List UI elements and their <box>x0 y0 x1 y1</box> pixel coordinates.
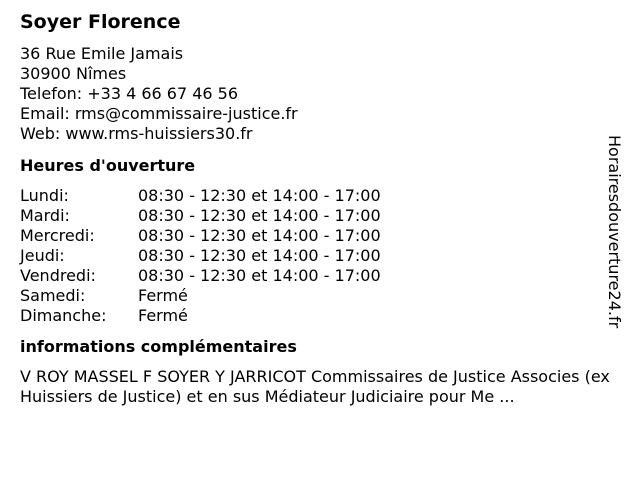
site-watermark: Horairesdouverture24.fr <box>605 135 624 329</box>
day-hours: Fermé <box>138 286 188 305</box>
hours-heading: Heures d'ouverture <box>20 156 196 175</box>
hours-row-wednesday <box>20 226 625 246</box>
city-line: 30900 Nîmes <box>20 64 127 83</box>
info-text: V ROY MASSEL F SOYER Y JARRICOT Commissaires de Justice Associes (ex Huissiers de Justice) et en sus Médiateur Judiciaire pour Me ... <box>20 367 610 406</box>
street-line: 36 Rue Emile Jamais <box>20 44 184 63</box>
hours-row-tuesday <box>20 206 625 226</box>
hours-row-thursday <box>20 246 625 266</box>
day-label: Jeudi: <box>20 246 65 265</box>
day-hours: Fermé <box>138 306 188 325</box>
phone-line[interactable]: Telefon: +33 4 66 67 46 56 <box>20 84 239 103</box>
web-line[interactable]: Web: www.rms-huissiers30.fr <box>20 124 253 143</box>
hours-table <box>20 186 625 326</box>
day-label: Samedi: <box>20 286 86 305</box>
day-label: Dimanche: <box>20 306 107 325</box>
day-hours: 08:30 - 12:30 et 14:00 - 17:00 <box>138 226 381 245</box>
business-card <box>20 10 625 407</box>
hours-row-friday <box>20 266 625 286</box>
hours-row-sunday <box>20 306 625 326</box>
hours-row-saturday <box>20 286 625 306</box>
hours-row-monday <box>20 186 625 206</box>
day-label: Mardi: <box>20 206 70 225</box>
info-heading: informations complémentaires <box>20 337 297 356</box>
day-hours: 08:30 - 12:30 et 14:00 - 17:00 <box>138 186 381 205</box>
day-hours: 08:30 - 12:30 et 14:00 - 17:00 <box>138 246 381 265</box>
day-hours: 08:30 - 12:30 et 14:00 - 17:00 <box>138 266 381 285</box>
business-name: Soyer Florence <box>20 11 181 33</box>
day-label: Mercredi: <box>20 226 95 245</box>
day-label: Vendredi: <box>20 266 96 285</box>
day-label: Lundi: <box>20 186 69 205</box>
day-hours: 08:30 - 12:30 et 14:00 - 17:00 <box>138 206 381 225</box>
address-block <box>20 44 625 144</box>
email-line[interactable]: Email: rms@commissaire-justice.fr <box>20 104 298 123</box>
